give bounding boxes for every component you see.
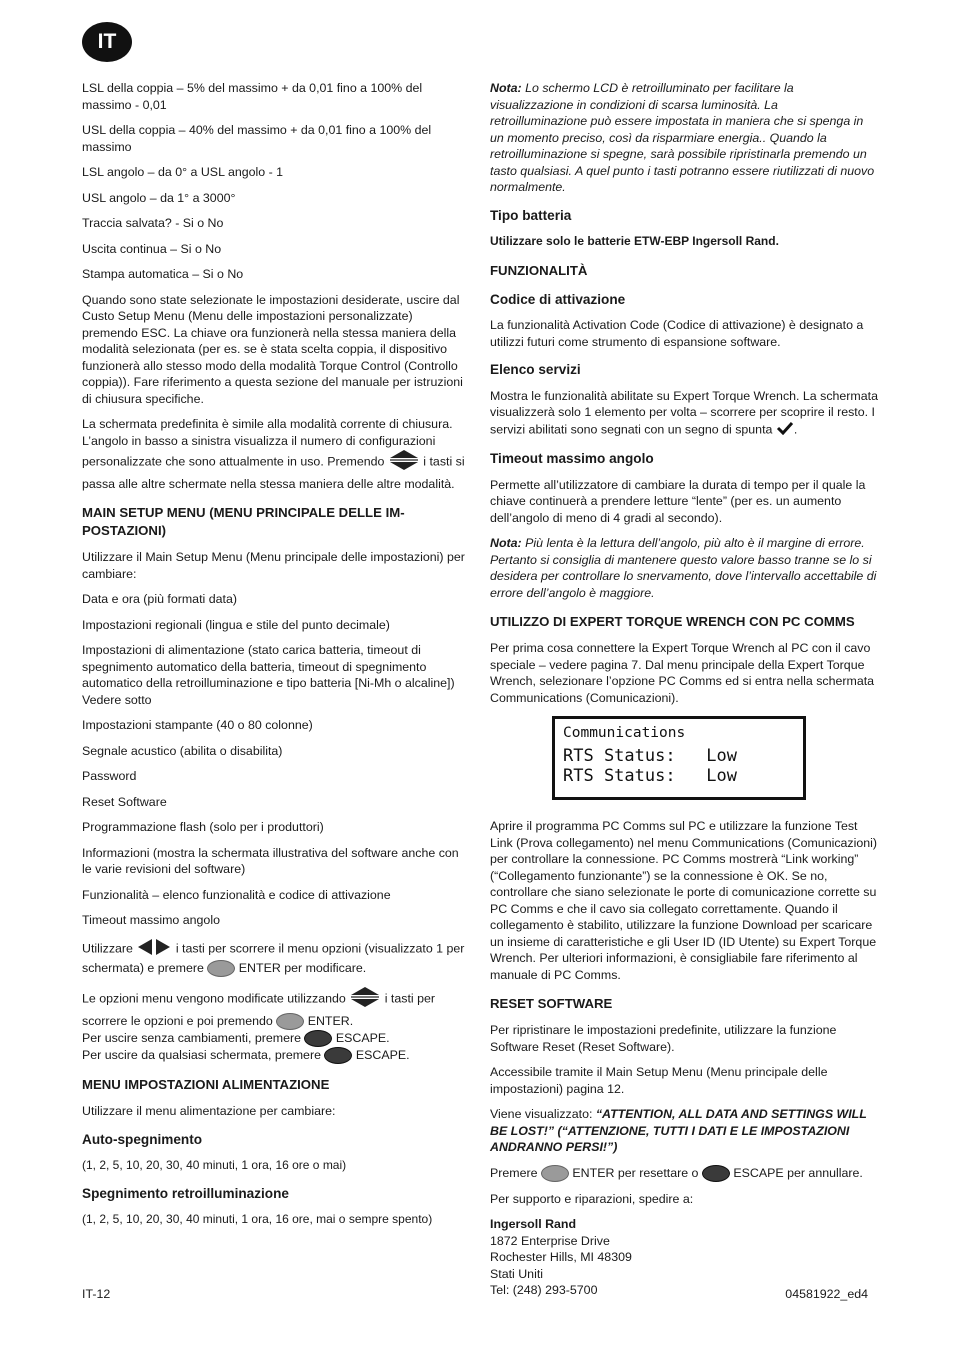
page-number: IT-12 [82, 1287, 111, 1301]
list-item: Reset Software [82, 794, 167, 809]
power-menu-heading: MENU IMPOSTAZIONI ALIMENTAZIONE [82, 1077, 330, 1093]
default-screen-paragraph: La schermata predefinita è simile alla modalità corrente di chiusura. L’angolo in basso a sinistra visualizza il numero di configurazioni personalizzate che sono attualmente in uso. Premendo i tasti si passa alle altre schermate nella stessa maniera delle altre modalità. [82, 417, 465, 491]
backlight-off-values: (1, 2, 5, 10, 20, 30, 40 minuti, 1 ora, 16 ore, mai o sempre spento) [82, 1212, 433, 1227]
list-item: USL angolo – da 1° a 3000° [82, 190, 236, 205]
list-item: USL della coppia – 40% del massimo + da 0,01 fino a 100% del massimo [82, 123, 432, 154]
list-item: Uscita continua – Si o No [82, 241, 222, 256]
company-name: Ingersoll Rand [490, 1217, 577, 1232]
note-angle: Nota: Più lenta è la lettura dell’angolo, più alto è il margine di errore. Pertanto si consiglia di mantenere questo valore basso tranne se lo si desidera per controllare lo snervamento, dove l’intervallo accettabile di errore dell’angolo è maggiore. [490, 536, 877, 600]
reset-instructions: Premere ENTER per resettare o ESCAPE per annullare. [490, 1165, 878, 1182]
language-badge: IT [82, 22, 132, 62]
right-arrow-icon [154, 938, 172, 961]
main-setup-heading: MAIN SETUP MENU (MENU PRINCIPALE DELLE IM-POSTAZIONI) [82, 505, 405, 538]
activation-heading: Codice di attivazione [490, 291, 626, 307]
note-backlight: Nota: Lo schermo LCD è retroilluminato per facilitare la visualizzazione in condizioni di scarsa luminosità. La retroilluminazione può essere impostata in maniera che si spenga in un momento preciso, così da risparmiare energia.. Quando la retroilluminazione si spegne, sarà possibile ripristinarla premendo un tasto qualsiasi. A quel punto i tasti potranno essere riutilizzati di nuovo normalmente. [490, 81, 875, 194]
list-item: Traccia salvata? - Si o No [82, 216, 224, 230]
lcd-screen [552, 716, 806, 800]
lcd-row: RTS Status: Low [563, 746, 737, 766]
list-item: Password [82, 769, 137, 783]
lcd-title: Communications [563, 725, 686, 741]
escape-button-icon [304, 1030, 332, 1047]
list-item: Timeout massimo angolo [82, 913, 220, 927]
scroll-instructions: Utilizzare i tasti per scorrere il menu opzioni (visualizzato 1 per schermata) e premere ENTER per modificare. [82, 938, 467, 978]
timeout-text: Permette all’utilizzatore di cambiare la durata di tempo per il quale la chiave continuerà a prendere letture “lente” (per es. un aumento dell’angolo di meno di 4 gradi al secondo). [490, 477, 866, 525]
custom-setup-paragraph: Quando sono state selezionate le impostazioni desiderate, uscire dal Custo Setup Menu (Menu delle impostazioni personalizzate) premendo ESC. La chiave ora funzionerà nella stessa maniera della modalità selezionata (per es. se è stata scelta coppia, il dispositivo funzionerà allo stesso modo della modalità Torque Control (Controllo coppia)). Fare riferimento a questa sezione del manuale per istruzioni di chiusura specifiche. [82, 292, 463, 406]
support-text: Per supporto e riparazioni, spedire a: [490, 1191, 694, 1206]
auto-off-heading: Auto-spegnimento [82, 1131, 203, 1147]
auto-off-values: (1, 2, 5, 10, 20, 30, 40 minuti, 1 ora, 16 ore o mai) [82, 1158, 347, 1173]
list-item: Informazioni (mostra la schermata illustrativa del software anche con le varie revisioni del software) [82, 845, 459, 876]
list-item: Impostazioni stampante (40 o 80 colonne) [82, 718, 313, 732]
pc-comms-heading: UTILIZZO DI EXPERT TORQUE WRENCH CON PC COMMS [490, 614, 855, 629]
address-street: 1872 Enterprise Drive [490, 1233, 610, 1248]
lcd-row: RTS Status: Low [563, 766, 737, 786]
enter-button-icon [276, 1013, 304, 1030]
battery-heading: Tipo batteria [490, 207, 572, 223]
reset-text2: Accessibile tramite il Main Setup Menu (Menu principale delle impostazioni) pagina 12. [490, 1065, 828, 1096]
list-item: Data e ora (più formati data) [82, 592, 237, 606]
escape-button-icon [324, 1047, 352, 1064]
modify-instructions: Le opzioni menu vengono modificate utilizzando i tasti per scorrere le opzioni e poi premendo ENTER. Per uscire senza cambiamenti, premere ESCAPE. Per uscire da qualsiasi schermata, premere ESCAPE. [82, 986, 467, 1064]
activation-text: La funzionalità Activation Code (Codice di attivazione) è designato a utilizzi futuri come strumento di espansione software. [490, 318, 864, 349]
list-item: Impostazioni di alimentazione (stato carica batteria, timeout di spegnimento automatico della batteria, timeout di spegnimento automatico della retroilluminazione e tipo batteria [Ni-Mh o alcaline]) Vedere sotto [82, 643, 455, 707]
services-heading: Elenco servizi [490, 362, 581, 377]
address-phone: Tel: (248) 293-5700 [490, 1283, 598, 1298]
features-heading: FUNZIONALITÀ [490, 262, 588, 278]
reset-text1: Per ripristinare le impostazioni predefinite, utilizzare la funzione Software Reset (Reset Software). [490, 1023, 837, 1054]
pc-comms-text: Per prima cosa connettere la Expert Torque Wrench al PC con il cavo speciale – vedere pagina 7. Dal menu principale della Expert Torque Wrench, selezionare l’opzione PC Comms ed si entra nella schermata Communications (Comunicazioni). [490, 641, 875, 705]
enter-button-icon [207, 960, 235, 977]
list-item: LSL angolo – da 0° a USL angolo - 1 [82, 165, 284, 179]
up-down-arrows-icon [349, 986, 381, 1013]
checkmark-icon [776, 421, 794, 440]
timeout-heading: Timeout massimo angolo [490, 451, 654, 466]
escape-button-icon [702, 1165, 730, 1182]
up-down-arrows-icon [388, 449, 420, 476]
reset-warning: Viene visualizzato: “ATTENTION, ALL DATA AND SETTINGS WILL BE LOST!” (“ATTENZIONE, TUTTI I DATI E LE IMPOSTAZIONI ANDRANNO PERSI!”) [490, 1107, 867, 1154]
list-item: Stampa automatica – Si o No [82, 267, 244, 281]
list-item: Segnale acustico (abilita o disabilita) [82, 743, 283, 758]
address-city: Rochester Hills, MI 48309 [490, 1250, 632, 1265]
reset-heading: RESET SOFTWARE [490, 996, 613, 1011]
left-column [82, 80, 467, 1237]
battery-text: Utilizzare solo le batterie ETW-EBP Ingersoll Rand. [490, 234, 779, 248]
list-item: LSL della coppia – 5% del massimo + da 0,01 fino a 100% del massimo - 0,01 [82, 81, 423, 112]
enter-button-icon [541, 1165, 569, 1182]
main-setup-intro: Utilizzare il Main Setup Menu (Menu principale delle impostazioni) per cambiare: [82, 550, 465, 581]
services-text: Mostra le funzionalità abilitate su Expert Torque Wrench. La schermata visualizzerà solo 1 elemento per volta – scorrere per scoprire il resto. I servizi abilitati sono segnati con un segno di spunta . [490, 388, 878, 440]
left-arrow-icon [136, 938, 154, 961]
power-menu-intro: Utilizzare il menu alimentazione per cambiare: [82, 1104, 336, 1119]
list-item: Funzionalità – elenco funzionalità e codice di attivazione [82, 887, 391, 902]
right-column [490, 80, 878, 1299]
list-item: Programmazione flash (solo per i produttori) [82, 820, 324, 834]
backlight-off-heading: Spegnimento retroilluminazione [82, 1185, 289, 1201]
document-code: 04581922_ed4 [785, 1287, 868, 1301]
address-country: Stati Uniti [490, 1266, 544, 1281]
pc-comms-text2: Aprire il programma PC Comms sul PC e utilizzare la funzione Test Link (Prova collegamento) nel menu Communications (Comunicazioni) per controllare la connessione. PC Comms mostrerà “Link working” (“Collegamento funzionante”) se la connessione è OK. Se no, controllare che siano selezionate le porte di comunicazione corrette su PC Comms e che il cavo sia collegato correttamente. Quando il collegamento è stabilito, utilizzare la funzione Download per scaricare un insieme di caratteristiche e gli User ID (ID Utente) su Expert Torque Wrench. Per ulteriori informazioni, è consigliabile fare riferimento al manuale di PC Comms. [490, 819, 878, 982]
list-item: Impostazioni regionali (lingua e stile del punto decimale) [82, 617, 390, 632]
